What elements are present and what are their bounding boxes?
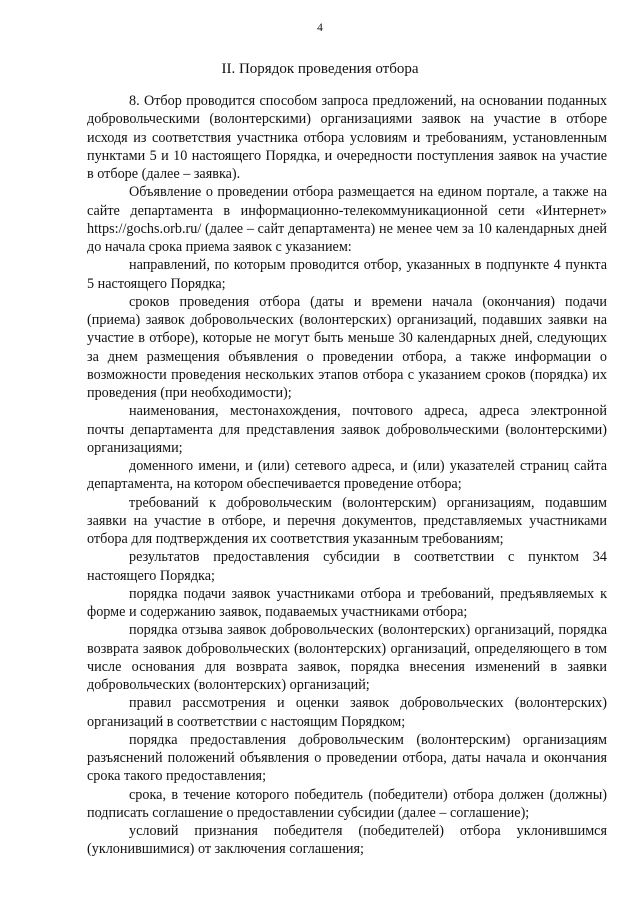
page-number: 4 [317, 22, 323, 34]
document-body [87, 92, 607, 859]
paragraph-domain-name: доменного имени, и (или) сетевого адреса, и (или) указателей страниц сайта департамента, на котором обеспечивается проведение отбора; [87, 458, 607, 493]
paragraph-directions: направлений, по которым проводится отбор, указанных в подпункте 4 пункта 5 настоящего Порядка; [87, 257, 607, 292]
paragraph-deadlines: сроков проведения отбора (даты и времени начала (окончания) подачи (приема) заявок добровольческих (волонтерских) организаций, подавших заявки на участие в отборе), которые не могут быть меньше 30 календарных дней, следующих за днем размещения объявления о проведении отбора, а также информации о возможности проведения нескольких этапов отбора с указанием сроков (порядка) их проведения (при необходимости); [87, 293, 607, 401]
paragraph-signing-deadline: срока, в течение которого победитель (победители) отбора должен (должны) подписать соглашение о предоставлении субсидии (далее – соглашение); [87, 786, 607, 821]
paragraph-evaluation-rules: правил рассмотрения и оценки заявок добровольческих (волонтерских) организаций в соответствии с настоящим Порядком; [87, 695, 607, 730]
paragraph-clarifications: порядка предоставления добровольческим (волонтерским) организациям разъяснений положений объявления о проведении отбора, даты начала и окончания срока такого предоставления; [87, 731, 607, 785]
paragraph-evasion-conditions: условий признания победителя (победителей) отбора уклонившимся (уклонившимися) от заключения соглашения; [87, 823, 607, 858]
paragraph-contact-details: наименования, местонахождения, почтового адреса, адреса электронной почты департамента для представления заявок добровольческими (волонтерскими) организациями; [87, 403, 607, 456]
paragraph-withdrawal-procedure: порядка отзыва заявок добровольческих (волонтерских) организаций, порядка возврата заявок добровольческих (волонтерских) организаций, определяющего в том числе основания для возврата заявок, порядка внесения изменений в заявки добровольческих (волонтерских) организаций; [87, 622, 607, 693]
paragraph-submission-procedure: порядка подачи заявок участниками отбора и требований, предъявляемых к форме и содержанию заявок, подаваемых участниками отбора; [87, 585, 607, 620]
paragraph-announcement: Объявление о проведении отбора размещается на едином портале, а также на сайте департамента в информационно-телекоммуникационной сети «Интернет» https://gochs.orb.ru/ (далее – сайт департамента) не менее чем за 10 календарных дней до начала срока приема заявок с указанием: [87, 184, 607, 255]
section-title: II. Порядок проведения отбора [221, 61, 419, 77]
paragraph-results: результатов предоставления субсидии в соответствии с пунктом 34 настоящего Порядка; [87, 549, 607, 584]
paragraph-requirements: требований к добровольческим (волонтерским) организациям, подавшим заявки на участие в отборе, и перечня документов, представляемых участниками отбора для подтверждения их соответствия указанным требованиям; [87, 494, 607, 547]
paragraph-item-8: 8. Отбор проводится способом запроса предложений, на основании поданных добровольческими (волонтерскими) организациями заявок на участие в отборе исходя из соответствия участника отбора условиям и требованиям, установленным пунктами 5 и 10 настоящего Порядка, и очередности поступления заявок на участие в отборе (далее – заявка). [87, 93, 607, 182]
